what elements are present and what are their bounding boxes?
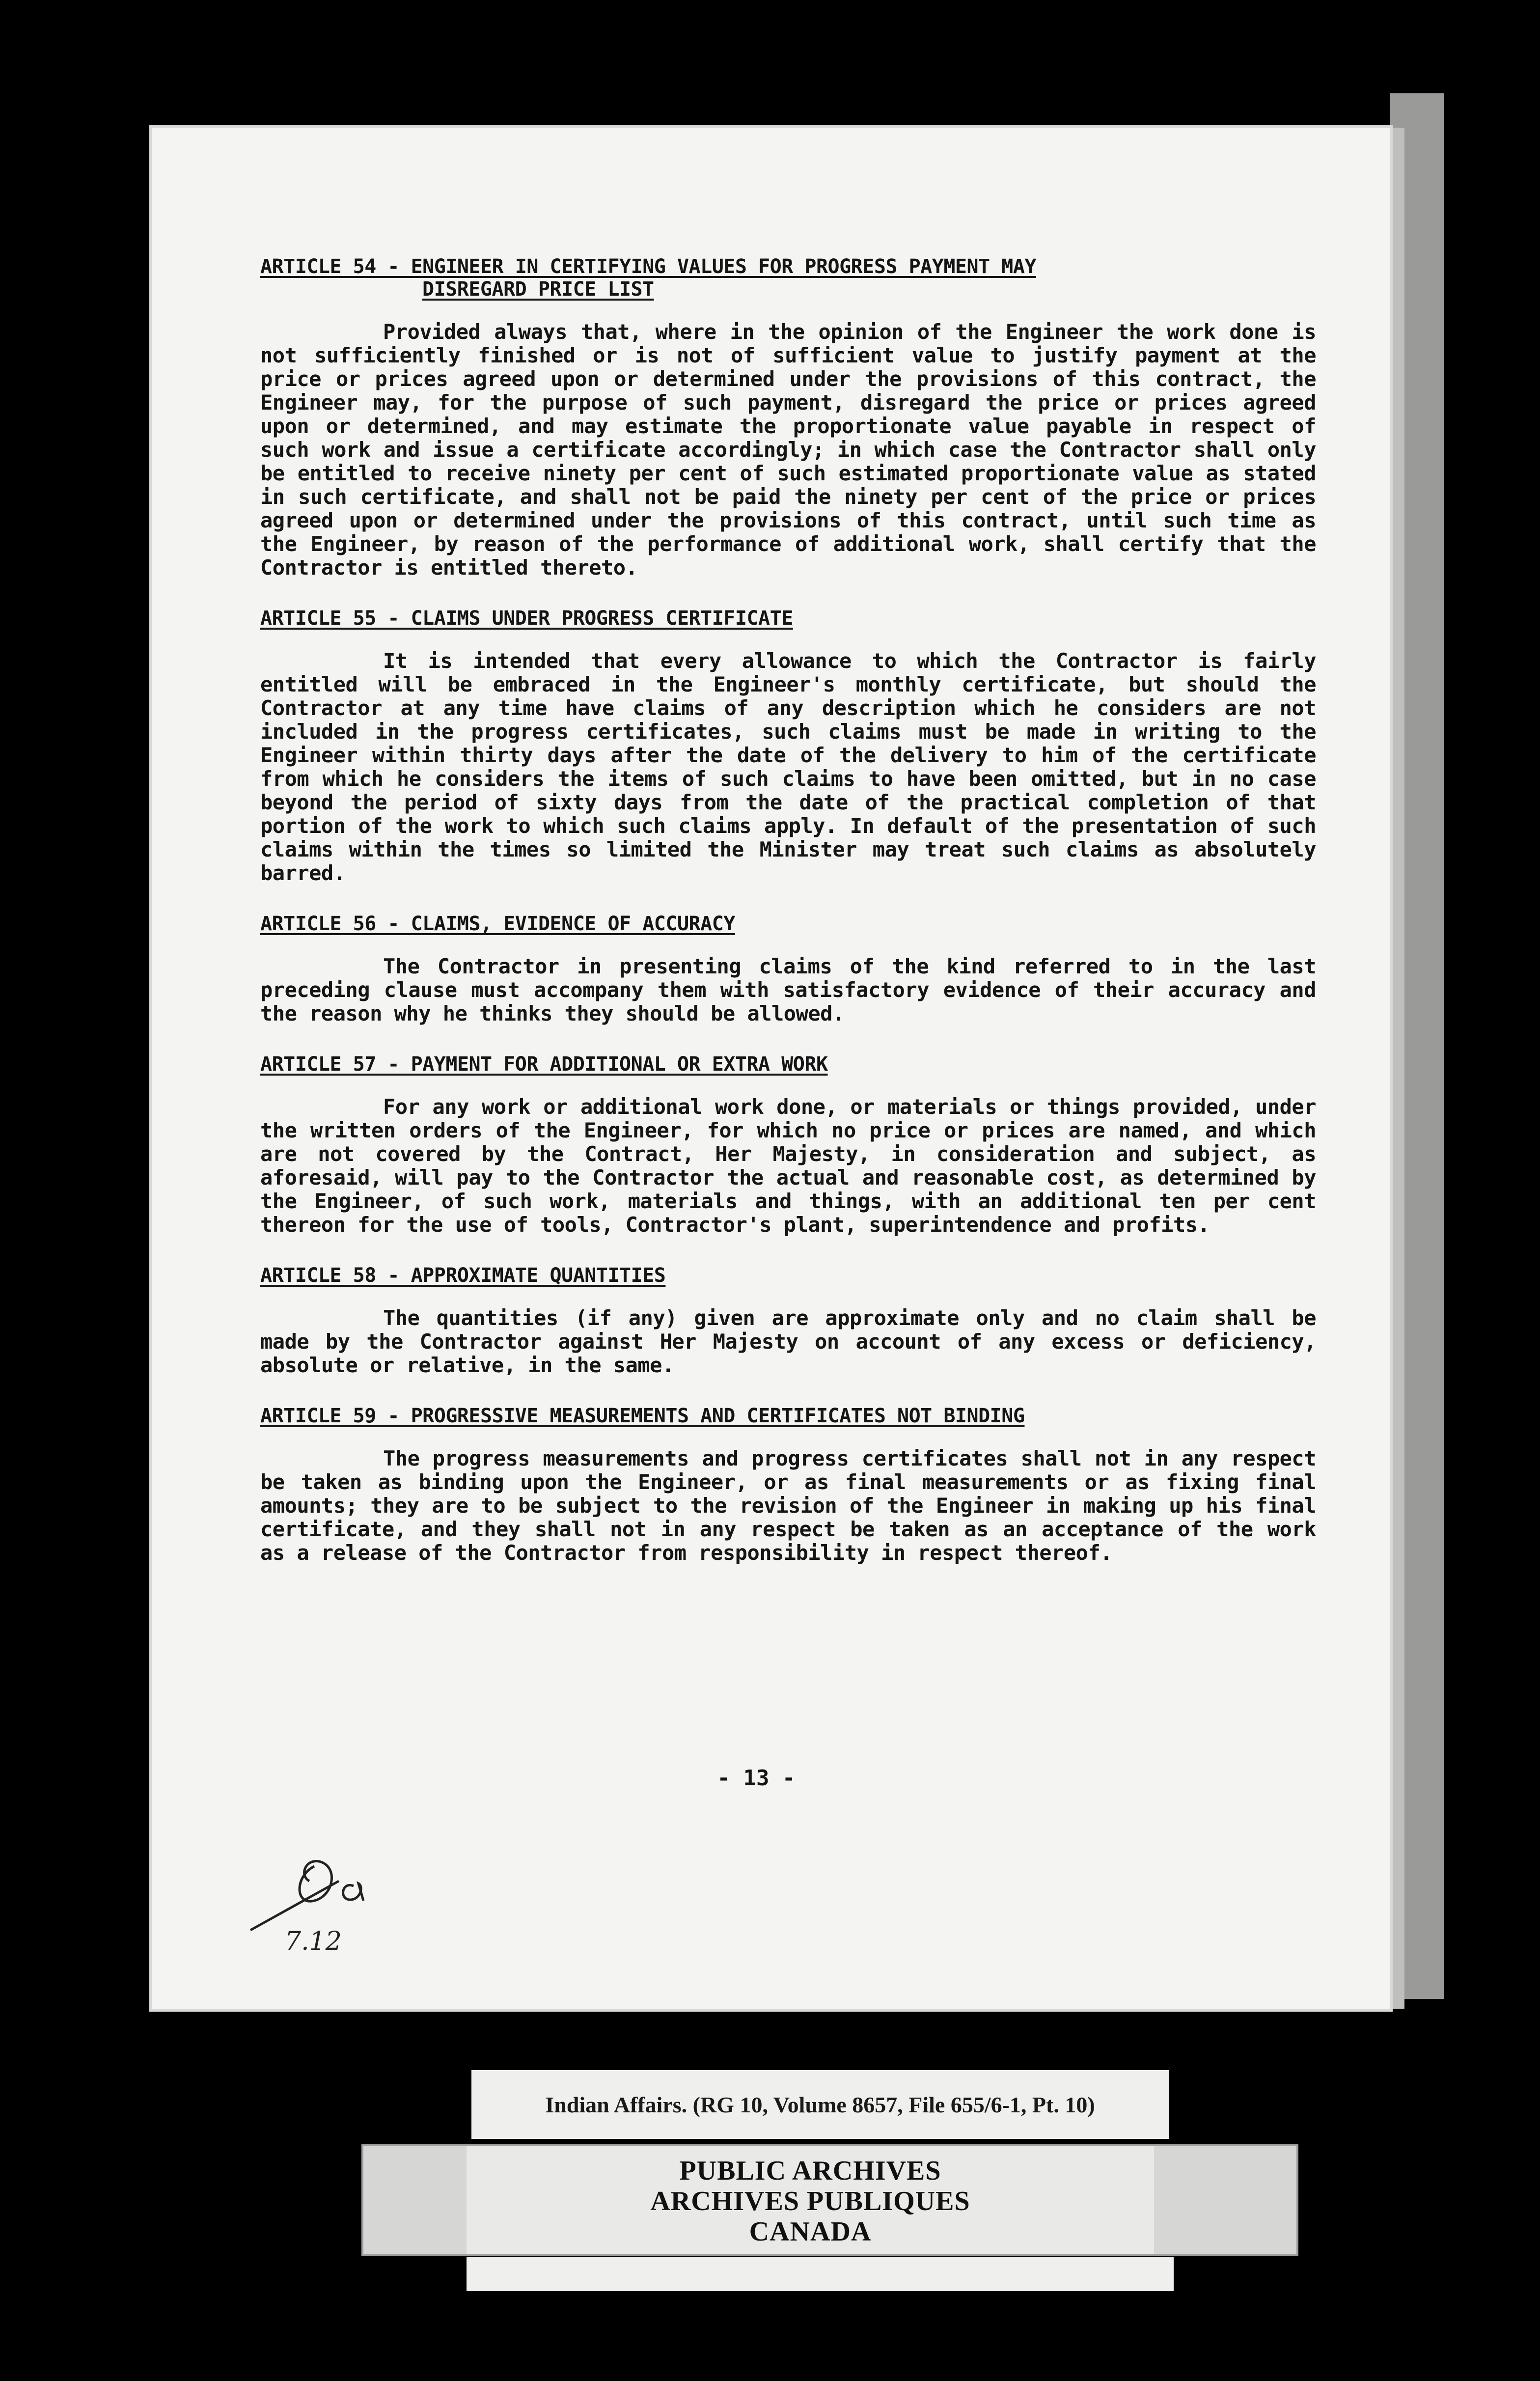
article-body: Provided always that, where in the opinion of the Engineer the work done is not sufficiently finished or is not of sufficient value to justify payment at the price or prices agreed upon or determined under the provisions of this contract, the Engineer may, for the purpose of such payment, disregard the price or prices agreed upon or determined, and may estimate the proportionate value payable in respect of such work and issue a certificate accordingly; in which case the Contractor shall only be entitled to receive ninety per cent of such estimated proportionate value as stated in such certificate, and shall not be paid the ninety per cent of the price or prices agreed upon or determined under the provisions of this contract, until such time as the Engineer, by reason of the performance of additional work, shall certify that the Contractor is entitled thereto. [260,320,1316,580]
page-number: - 13 - [717,1766,796,1791]
article-heading: ARTICLE 57 - PAYMENT FOR ADDITIONAL OR EXTRA WORK [260,1053,828,1076]
handwritten-note: 7.12 [285,1927,342,1956]
article-56 [260,913,1316,1025]
article-heading: ARTICLE 59 - PROGRESSIVE MEASUREMENTS AND CERTIFICATES NOT BINDING [260,1405,1025,1427]
handwritten-initials [241,1847,398,1960]
archive-stamp-base [467,2257,1174,2291]
article-body: The quantities (if any) given are approximate only and no claim shall be made by the Contractor against Her Majesty on account of any excess or deficiency, absolute or relative, in the same. [260,1306,1316,1377]
article-55 [260,607,1316,885]
article-heading-continued: DISREGARD PRICE LIST [422,278,654,301]
article-body: The Contractor in presenting claims of the kind referred to in the last preceding clause must accompany them with satisfactory evidence of their accuracy and the reason why he thinks they should be allowed. [260,954,1316,1025]
page-underlay [1390,93,1444,1999]
article-58 [260,1264,1316,1377]
article-heading: ARTICLE 54 - ENGINEER IN CERTIFYING VALUES FOR PROGRESS PAYMENT MAY [260,255,1036,278]
article-59 [260,1405,1316,1565]
article-heading: ARTICLE 55 - CLAIMS UNDER PROGRESS CERTIFICATE [260,607,793,630]
stamp-line-1: PUBLIC ARCHIVES [679,2156,941,2186]
article-57 [260,1053,1316,1237]
article-heading: ARTICLE 58 - APPROXIMATE QUANTITIES [260,1264,666,1287]
stamp-line-3: CANADA [749,2216,872,2247]
archive-stamp-panel [467,2146,1154,2254]
archive-reference-label: Indian Affairs. (RG 10, Volume 8657, File 655/6-1, Pt. 10) [471,2070,1169,2139]
archive-stamp [363,2146,1296,2254]
stamp-line-2: ARCHIVES PUBLIQUES [650,2186,970,2216]
article-heading: ARTICLE 56 - CLAIMS, EVIDENCE OF ACCURACY [260,913,735,935]
article-body: For any work or additional work done, or materials or things provided, under the written orders of the Engineer, for which no price or prices are named, and which are not covered by the Contract, Her Majesty, in consideration and subject, as aforesaid, will pay to the Contractor the actual and reasonable cost, as determined by the Engineer, of such work, materials and things, with an additional ten per cent thereon for the use of tools, Contractor's plant, superintendence and profits. [260,1095,1316,1237]
article-body: It is intended that every allowance to which the Contractor is fairly entitled will be embraced in the Engineer's monthly certificate, but should the Contractor at any time have claims of any description which he considers are not included in the progress certificates, such claims must be made in writing to the Engineer within thirty days after the date of the delivery to him of the certificate from which he considers the items of such claims to have been omitted, but in no case beyond the period of sixty days from the date of the practical completion of that portion of the work to which such claims apply. In default of the presentation of such claims within the times so limited the Minister may treat such claims as absolutely barred. [260,649,1316,885]
document-text [260,255,1316,1592]
article-54 [260,255,1316,580]
article-body: The progress measurements and progress certificates shall not in any respect be taken as binding upon the Engineer, or as final measurements or as fixing final amounts; they are to be subject to the revision of the Engineer in making up his final certificate, and they shall not in any respect be taken as an acceptance of the work as a release of the Contractor from responsibility in respect thereof. [260,1446,1316,1565]
